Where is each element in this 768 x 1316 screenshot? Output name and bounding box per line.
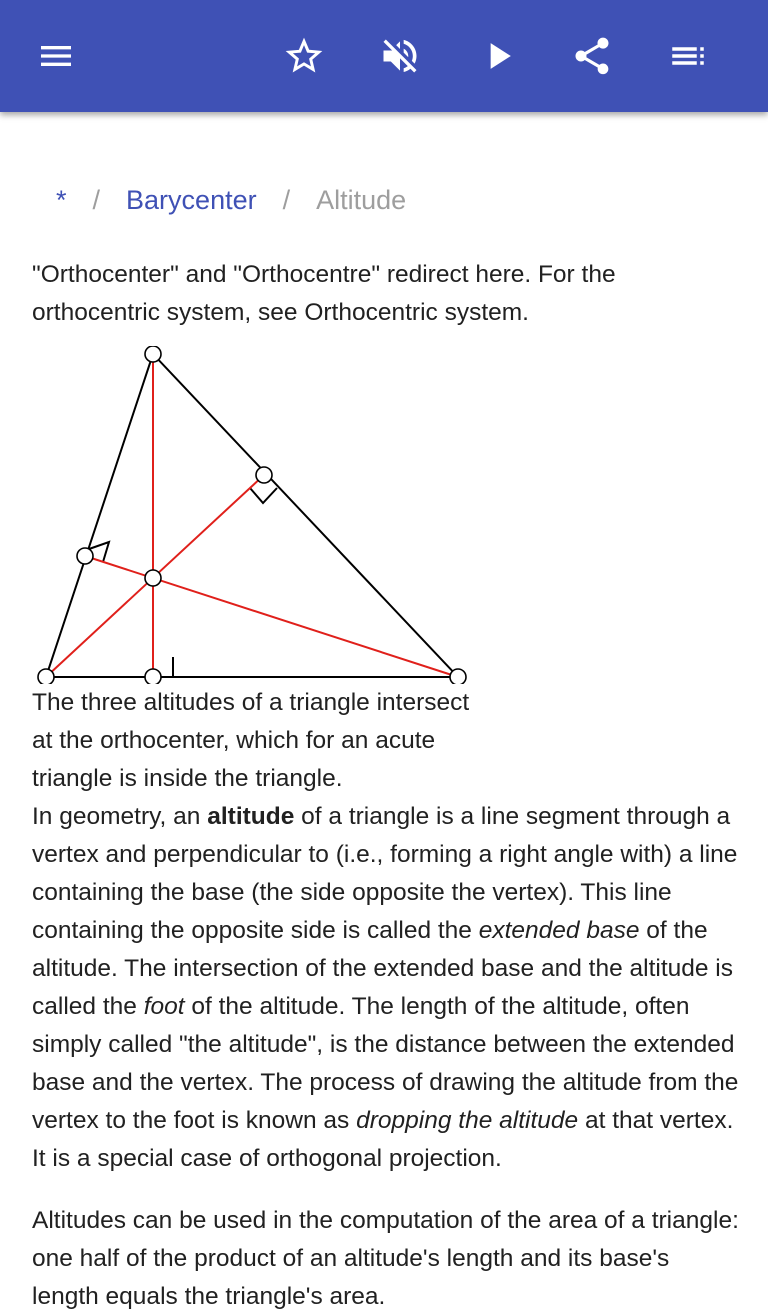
article-content [32, 256, 742, 1316]
mute-button[interactable] [366, 22, 434, 90]
volume-off-icon [378, 34, 422, 78]
menu-button[interactable] [22, 22, 90, 90]
term-foot: foot [143, 993, 185, 1020]
play-button[interactable] [464, 22, 532, 90]
figure-caption: The three altitudes of a triangle intersect at the orthocenter, which for an acute triangle is inside the triangle. [32, 689, 470, 792]
article-paragraph: Altitudes can be used in the computation of the area of a triangle: one half of the product of an altitude's length and its base's length equals the triangle's area. [32, 1207, 739, 1310]
breadcrumb [56, 180, 406, 220]
hatnote: "Orthocenter" and "Orthocentre" redirect here. For the orthocentric system, see Orthocentric system. [32, 261, 616, 326]
table-of-contents-button[interactable] [654, 22, 722, 90]
term-dropping-the-altitude: dropping the altitude [356, 1107, 579, 1134]
vertex-point [450, 669, 466, 684]
breadcrumb-parent-link[interactable]: Barycenter [126, 184, 257, 215]
vertex-point [38, 669, 54, 684]
term-altitude: altitude [207, 803, 295, 830]
breadcrumb-home-link[interactable]: * [56, 184, 67, 215]
right-angle-mark [250, 488, 277, 503]
foot-point [77, 548, 93, 564]
breadcrumb-current: Altitude [316, 184, 407, 215]
foot-point [145, 669, 161, 684]
table-of-contents-icon [667, 35, 709, 77]
star-outline-icon [282, 34, 326, 78]
hamburger-menu-icon [36, 36, 76, 76]
orthocenter-point [145, 570, 161, 586]
vertex-point [145, 346, 161, 362]
article-paragraph: In geometry, an altitude of a triangle is a line segment through a vertex and perpendicular to (i.e., forming a right angle with) a line containing the base (the side opposite the vertex). This line containing the opposite side is called the extended base of the altitude. The intersection of the extended base and the altitude is called the foot of the altitude. The length of the altitude, often simply called "the altitude", is the distance between the extended base and the vertex. The process of drawing the altitude from the vertex to the foot is known as dropping the altitude at that vertex. It is a special case of orthogonal projection. [32, 803, 739, 1172]
term-extended-base: extended base [478, 917, 640, 944]
play-icon [476, 34, 520, 78]
article-figure[interactable] [32, 346, 472, 684]
share-button[interactable] [558, 22, 626, 90]
foot-point [256, 467, 272, 483]
orthocenter-diagram [32, 346, 472, 684]
breadcrumb-separator: / [92, 184, 101, 215]
breadcrumb-separator: / [282, 184, 291, 215]
app-bar [0, 0, 768, 112]
favorite-button[interactable] [270, 22, 338, 90]
share-icon [570, 34, 614, 78]
triangle-outline [46, 354, 458, 677]
